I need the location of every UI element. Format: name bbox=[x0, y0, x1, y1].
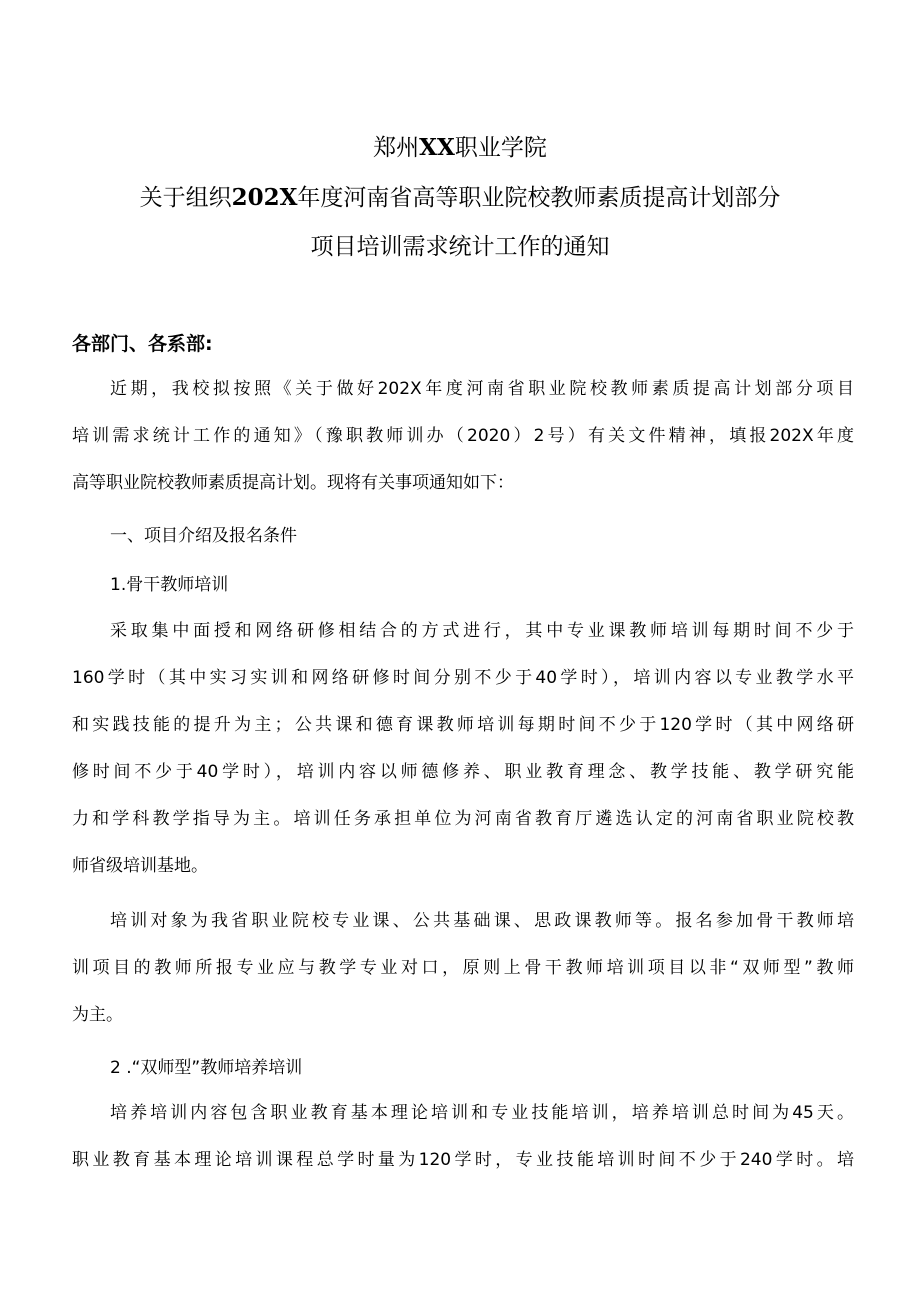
paragraph-line: 师省级培训基地。 bbox=[72, 856, 208, 876]
paragraph-line: 修时间不少于40学时），培训内容以师德修养、职业教育理念、教学技能、教学研究能 bbox=[72, 762, 854, 782]
section-heading-1: 一、项目介绍及报名条件 bbox=[110, 526, 297, 546]
paragraph-backbone-training bbox=[72, 608, 854, 890]
paragraph-line: 力和学科教学指导为主。培训任务承担单位为河南省教育厅遴选认定的河南省职业院校教 bbox=[72, 809, 854, 829]
paragraph-line: 采取集中面授和网络研修相结合的方式进行，其中专业课教师培训每期时间不少于 bbox=[110, 621, 854, 641]
paragraph-line: 职业教育基本理论培训课程总学时量为120学时，专业技能培训时间不少于240学时。培 bbox=[72, 1150, 854, 1170]
paragraph-line: 为主。 bbox=[72, 1005, 123, 1025]
paragraph-line: 培训需求统计工作的通知》（豫职教师训办（2020）2号）有关文件精神，填报202X年度 bbox=[72, 426, 854, 446]
paragraph-line: 和实践技能的提升为主；公共课和德育课教师培训每期时间不少于120学时（其中网络研 bbox=[72, 715, 854, 735]
title-line-3: 项目培训需求统计工作的通知 bbox=[310, 234, 610, 260]
title-line-1: 郑州XX职业学院 bbox=[373, 134, 547, 161]
subsection-heading-1: 1.骨干教师培训 bbox=[110, 575, 229, 595]
paragraph-line: 训项目的教师所报专业应与教学专业对口，原则上骨干教师培训项目以非“双师型”教师 bbox=[72, 958, 854, 978]
paragraph-dual-qualified-training bbox=[72, 1090, 854, 1184]
paragraph-line: 培训对象为我省职业院校专业课、公共基础课、思政课教师等。报名参加骨干教师培 bbox=[110, 911, 854, 931]
paragraph-line: 培养培训内容包含职业教育基本理论培训和专业技能培训，培养培训总时间为45天。 bbox=[110, 1103, 854, 1123]
salutation: 各部门、各系部: bbox=[72, 333, 213, 355]
paragraph-line: 近期，我校拟按照《关于做好202X年度河南省职业院校教师素质提高计划部分项目 bbox=[110, 379, 854, 399]
title-line-2: 关于组织202X年度河南省高等职业院校教师素质提高计划部分 bbox=[139, 184, 781, 211]
paragraph-line: 高等职业院校教师素质提高计划。现将有关事项通知如下： bbox=[72, 473, 514, 493]
paragraph-intro bbox=[72, 366, 854, 507]
subsection-heading-2: 2 .“双师型”教师培养培训 bbox=[110, 1058, 303, 1078]
paragraph-training-targets bbox=[72, 898, 854, 1039]
paragraph-line: 160学时（其中实习实训和网络研修时间分别不少于40学时），培训内容以专业教学水平 bbox=[72, 668, 854, 688]
